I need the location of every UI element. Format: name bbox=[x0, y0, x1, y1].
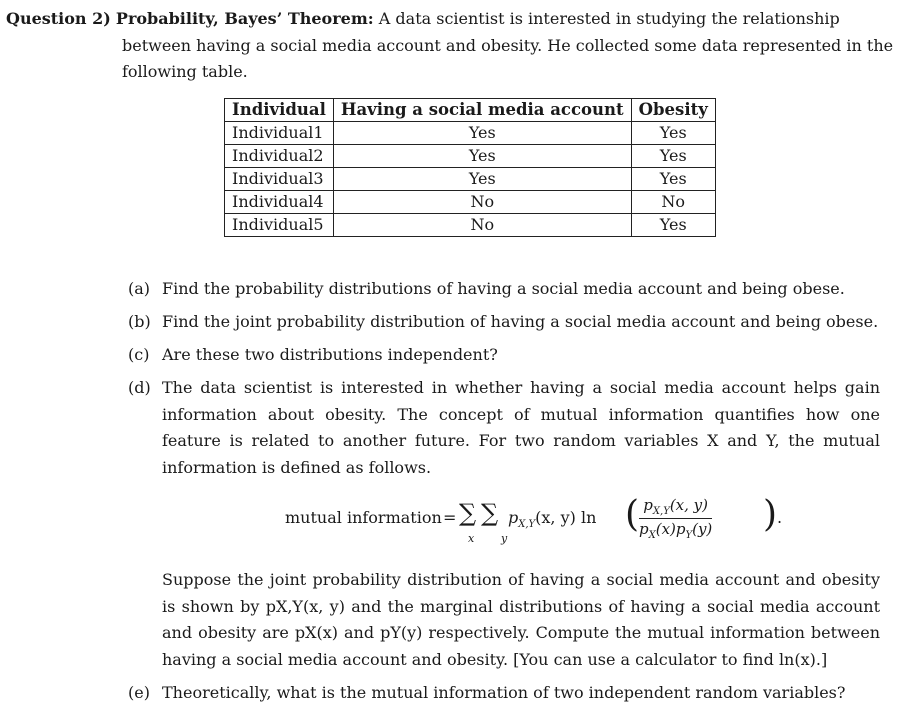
cell-obesity: No bbox=[631, 191, 715, 214]
cell-individual: Individual3 bbox=[225, 168, 334, 191]
num-sub: X,Y bbox=[652, 506, 670, 517]
header-obesity: Obesity bbox=[631, 99, 715, 122]
part-label-spacer bbox=[128, 567, 162, 673]
table-row bbox=[225, 122, 716, 145]
part-label: (b) bbox=[128, 312, 151, 331]
table-row bbox=[225, 145, 716, 168]
formula-label: mutual information bbox=[285, 508, 442, 527]
part-a bbox=[128, 276, 880, 303]
den-sub1: X bbox=[648, 530, 656, 541]
cell-individual: Individual4 bbox=[225, 191, 334, 214]
sum-x-symbol: ∑ bbox=[459, 499, 477, 527]
cell-social-media: Yes bbox=[333, 145, 631, 168]
joint-sub: X,Y bbox=[518, 519, 536, 531]
right-paren: ) bbox=[763, 494, 778, 535]
joint-args: (x, y) ln bbox=[535, 508, 597, 527]
part-label: (d) bbox=[128, 378, 151, 397]
part-d-continued bbox=[128, 567, 880, 673]
data-table bbox=[224, 98, 716, 237]
cell-social-media: No bbox=[333, 191, 631, 214]
part-text: Are these two distributions independent? bbox=[162, 345, 498, 364]
header-individual: Individual bbox=[225, 99, 334, 122]
sum-y-index: y bbox=[501, 532, 508, 545]
part-text: Theoretically, what is the mutual information of two independent random variables? bbox=[162, 682, 846, 702]
part-e bbox=[128, 680, 880, 707]
part-text: Find the probability distributions of having a social media account and being obese. bbox=[162, 279, 845, 298]
question-first-line bbox=[6, 6, 896, 33]
header-social-media: Having a social media account bbox=[333, 99, 631, 122]
den-p: p bbox=[639, 520, 649, 538]
cell-obesity: Yes bbox=[631, 214, 715, 237]
formula-period: . bbox=[777, 508, 783, 527]
question-intro-rest bbox=[6, 33, 896, 86]
cell-obesity: Yes bbox=[631, 168, 715, 191]
question-number: Question 2) bbox=[6, 9, 111, 28]
question-intro-line3: following table. bbox=[122, 62, 248, 81]
table-row bbox=[225, 191, 716, 214]
cell-obesity: Yes bbox=[631, 145, 715, 168]
sum-x-index: x bbox=[468, 532, 475, 545]
left-paren: ( bbox=[625, 494, 640, 535]
den-sub2: Y bbox=[685, 530, 693, 541]
part-label: (e) bbox=[128, 682, 150, 702]
question-intro-first: A data scientist is interested in studying the relationship bbox=[378, 9, 840, 28]
sum-y-symbol: ∑ bbox=[481, 499, 499, 527]
num-p: p bbox=[643, 496, 653, 514]
table-row bbox=[225, 214, 716, 237]
question-title: Probability, Bayes’ Theorem: bbox=[115, 9, 374, 28]
cell-individual: Individual5 bbox=[225, 214, 334, 237]
part-label: (c) bbox=[128, 345, 150, 364]
part-c bbox=[128, 342, 880, 369]
cell-social-media: Yes bbox=[333, 122, 631, 145]
part-label: (a) bbox=[128, 279, 151, 298]
joint-p: p bbox=[508, 508, 519, 527]
den-args: (y) bbox=[692, 520, 713, 538]
fraction-numerator bbox=[639, 496, 712, 519]
question-intro-line2: between having a social media account and obesity. He collected some data represented in the bbox=[122, 35, 894, 55]
formula-equals: = bbox=[443, 508, 457, 527]
cell-individual: Individual1 bbox=[225, 122, 334, 145]
mutual-information-formula bbox=[285, 490, 785, 546]
table-row bbox=[225, 168, 716, 191]
den-mid: (x)p bbox=[655, 520, 686, 538]
part-text: Find the joint probability distribution of having a social media account and being obese. bbox=[162, 312, 879, 331]
part-b bbox=[128, 309, 880, 336]
log-fraction bbox=[639, 496, 712, 541]
joint-term bbox=[508, 508, 596, 530]
part-text: Suppose the joint probability distribution of having a social media account and obesity is shown by pX,Y(x, y) and the marginal distributions of having a social media account and obesity are pX(x) and pY(y) respectively. Compute the mutual information between having a social media account and obesity. [You can use a calculator to find ln(x).] bbox=[162, 570, 880, 669]
part-text: The data scientist is interested in whether having a social media account helps gain information about obesity. The concept of mutual information quantifies how one feature is related to another future. For two random variables X and Y, the mutual information is defined as follows. bbox=[162, 378, 880, 477]
question-parts bbox=[128, 276, 880, 488]
part-d bbox=[128, 375, 880, 481]
question-parts-continued bbox=[128, 567, 880, 713]
cell-social-media: Yes bbox=[333, 168, 631, 191]
cell-social-media: No bbox=[333, 214, 631, 237]
fraction-denominator bbox=[639, 519, 712, 541]
table-header-row bbox=[225, 99, 716, 122]
num-args: (x, y) bbox=[669, 496, 708, 514]
cell-obesity: Yes bbox=[631, 122, 715, 145]
question-header bbox=[6, 6, 896, 86]
cell-individual: Individual2 bbox=[225, 145, 334, 168]
